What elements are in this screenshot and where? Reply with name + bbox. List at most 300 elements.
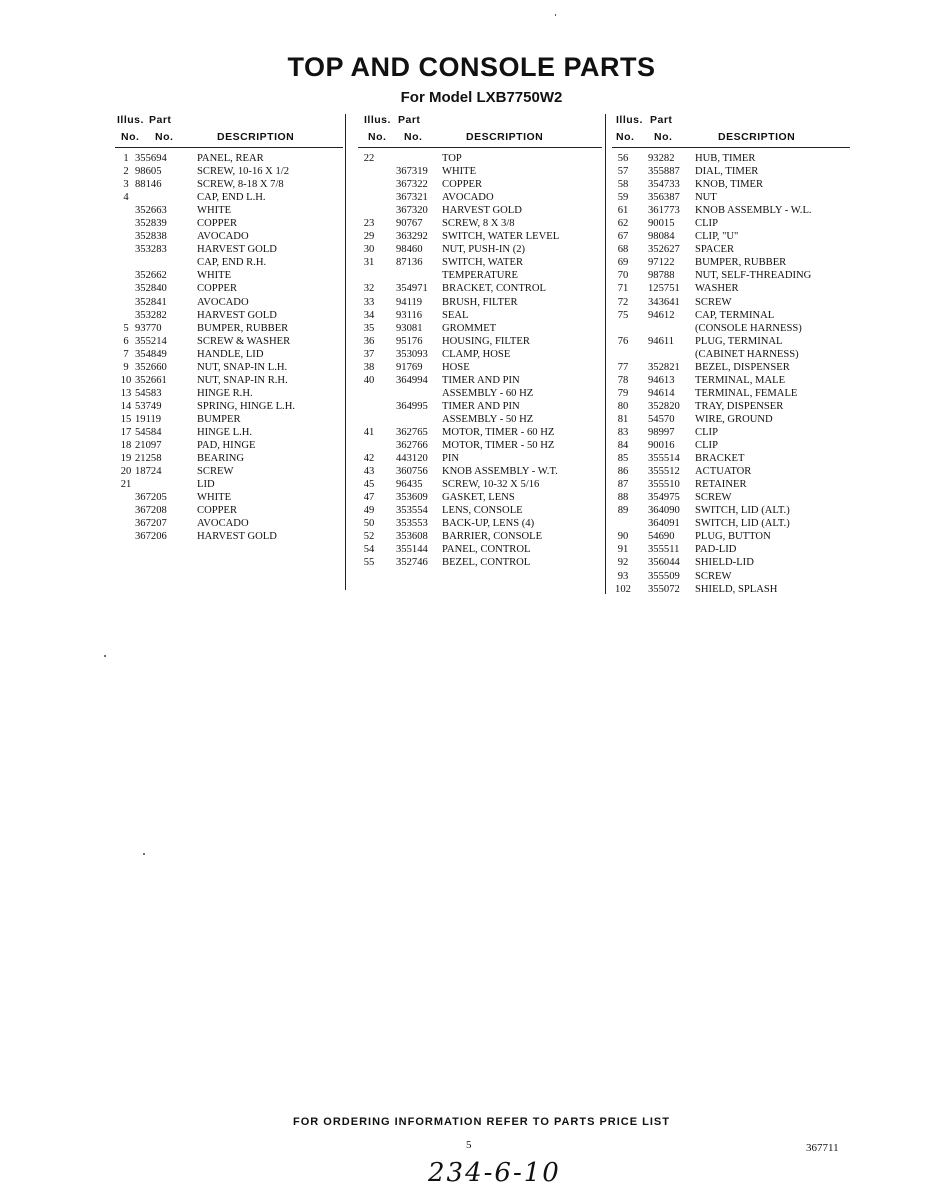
parts-row <box>612 556 850 569</box>
parts-row <box>358 309 602 322</box>
part-number: 352662 <box>135 270 167 282</box>
illus-number: 86 <box>617 466 629 478</box>
illus-number: 61 <box>617 205 629 217</box>
column-divider <box>345 114 346 590</box>
illus-number: 41 <box>363 426 375 438</box>
parts-row <box>612 439 850 452</box>
part-number: 21258 <box>135 453 162 465</box>
part-number: 54570 <box>648 413 675 425</box>
parts-row <box>358 530 602 543</box>
part-description: CAP, END L.H. <box>197 192 266 204</box>
part-description: BRACKET <box>695 453 745 465</box>
parts-row <box>358 387 602 400</box>
part-number: 355512 <box>648 466 680 478</box>
part-description: NUT, SNAP-IN R.H. <box>197 374 288 386</box>
parts-row <box>358 452 602 465</box>
part-description: SWITCH, WATER <box>442 257 524 269</box>
part-description: (CABINET HARNESS) <box>695 348 799 360</box>
illus-number: 84 <box>617 440 629 452</box>
part-number: 355510 <box>648 479 680 491</box>
part-description: SHIELD, SPLASH <box>695 583 778 595</box>
part-description: HARVEST GOLD <box>197 244 277 256</box>
part-description: MOTOR, TIMER - 50 HZ <box>442 440 555 452</box>
parts-row <box>612 204 850 217</box>
part-description: PANEL, REAR <box>197 153 264 164</box>
part-description: KNOB, TIMER <box>695 179 764 191</box>
part-number: 54690 <box>648 531 675 543</box>
part-number: 352627 <box>648 244 680 256</box>
parts-row <box>115 465 343 478</box>
parts-row <box>358 296 602 309</box>
part-description: SCREW & WASHER <box>197 335 291 347</box>
parts-row <box>358 517 602 530</box>
parts-row <box>115 413 343 426</box>
parts-row <box>612 230 850 243</box>
illus-number: 69 <box>617 257 629 269</box>
parts-row <box>358 230 602 243</box>
part-description: LID <box>197 479 215 491</box>
part-description: TRAY, DISPENSER <box>695 400 784 412</box>
illus-number: 23 <box>363 218 375 230</box>
part-number: 93282 <box>648 153 675 164</box>
column-header <box>358 114 602 148</box>
parts-row <box>358 361 602 374</box>
part-number: 343641 <box>648 296 680 308</box>
part-description: TIMER AND PIN <box>442 374 520 386</box>
parts-row <box>612 269 850 282</box>
illus-number: 45 <box>363 479 375 491</box>
illus-number: 38 <box>363 361 375 373</box>
parts-row <box>115 491 343 504</box>
part-description: RETAINER <box>695 479 747 491</box>
illus-number: 34 <box>363 309 375 321</box>
part-number: 54584 <box>135 426 162 438</box>
part-description: CLIP <box>695 426 718 438</box>
part-number: 87136 <box>396 257 423 269</box>
parts-row <box>358 491 602 504</box>
parts-row <box>115 152 343 165</box>
header-illus-no: No. <box>368 131 387 143</box>
part-description: DIAL, TIMER <box>695 166 759 178</box>
part-description: WHITE <box>197 492 232 504</box>
part-description: HOUSING, FILTER <box>442 335 530 347</box>
part-description: SCREW, 10-32 X 5/16 <box>442 479 540 491</box>
parts-row <box>115 204 343 217</box>
part-description: SCREW, 8 X 3/8 <box>442 218 515 230</box>
part-number: 353554 <box>396 505 428 517</box>
part-description: CAP, TERMINAL <box>695 309 775 321</box>
part-number: 353093 <box>396 348 428 360</box>
part-description: TOP <box>442 153 462 164</box>
part-number: 18724 <box>135 466 162 478</box>
part-description: PLUG, BUTTON <box>695 531 771 543</box>
part-description: SCREW, 8-18 X 7/8 <box>197 179 284 191</box>
part-description: AVOCADO <box>197 518 249 530</box>
part-number: 352838 <box>135 231 167 243</box>
part-description: HARVEST GOLD <box>197 309 277 321</box>
illus-number: 54 <box>363 544 375 556</box>
part-number: 98997 <box>648 426 675 438</box>
parts-row <box>115 296 343 309</box>
parts-row <box>115 335 343 348</box>
part-description: NUT, SELF-THREADING <box>695 270 812 282</box>
illus-number: 50 <box>363 518 375 530</box>
part-number: 443120 <box>396 453 428 465</box>
illus-number: 75 <box>617 309 629 321</box>
part-number: 90015 <box>648 218 675 230</box>
part-description: CLIP <box>695 218 718 230</box>
illus-number: 35 <box>363 322 375 334</box>
part-number: 362765 <box>396 426 428 438</box>
part-number: 355072 <box>648 583 680 595</box>
part-description: KNOB ASSEMBLY - W.T. <box>442 466 558 478</box>
part-description: WHITE <box>197 270 232 282</box>
part-description: TIMER AND PIN <box>442 400 520 412</box>
part-number: 367207 <box>135 518 167 530</box>
part-description: SWITCH, WATER LEVEL <box>442 231 560 243</box>
parts-row <box>612 296 850 309</box>
illus-number: 7 <box>123 348 129 360</box>
part-description: WASHER <box>695 283 739 295</box>
column-header <box>115 114 343 148</box>
parts-row <box>115 478 343 491</box>
parts-row <box>612 491 850 504</box>
illus-number: 59 <box>617 192 629 204</box>
part-number: 93081 <box>396 322 423 334</box>
header-part: Part <box>398 114 421 126</box>
parts-row <box>358 413 602 426</box>
parts-row <box>115 530 343 543</box>
part-number: 21097 <box>135 440 162 452</box>
part-number: 93116 <box>396 309 423 321</box>
parts-row <box>612 243 850 256</box>
parts-row <box>612 256 850 269</box>
illus-number: 78 <box>617 374 629 386</box>
part-description: GASKET, LENS <box>442 492 515 504</box>
parts-row <box>612 152 850 165</box>
part-number: 355514 <box>648 453 680 465</box>
illus-number: 43 <box>363 466 375 478</box>
parts-row <box>358 165 602 178</box>
part-number: 367322 <box>396 179 428 191</box>
part-number: 364995 <box>396 400 428 412</box>
part-description: SPRING, HINGE L.H. <box>197 400 295 412</box>
page-title: TOP AND CONSOLE PARTS <box>287 52 656 82</box>
parts-row <box>358 504 602 517</box>
part-description: ASSEMBLY - 50 HZ <box>442 413 534 425</box>
parts-row <box>612 309 850 322</box>
header-illus-no: No. <box>616 131 635 143</box>
part-number: 355511 <box>648 544 680 556</box>
part-number: 367206 <box>135 531 167 543</box>
part-description: SCREW <box>695 492 732 504</box>
parts-row <box>358 256 602 269</box>
part-description: SHIELD-LID <box>695 557 754 569</box>
parts-rows <box>358 148 602 570</box>
part-number: 363292 <box>396 231 428 243</box>
part-description: BEARING <box>197 453 245 465</box>
part-number: 97122 <box>648 257 675 269</box>
parts-row <box>115 452 343 465</box>
part-description: SCREW <box>695 570 732 582</box>
parts-row <box>612 570 850 583</box>
parts-row <box>612 322 850 335</box>
illus-number: 93 <box>617 570 629 582</box>
part-number: 98605 <box>135 166 162 178</box>
part-number: 355887 <box>648 166 680 178</box>
header-part: Part <box>650 114 673 126</box>
part-number: 352660 <box>135 361 167 373</box>
part-description: BEZEL, CONTROL <box>442 557 531 569</box>
header-part-no: No. <box>404 131 423 143</box>
illus-number: 87 <box>617 479 629 491</box>
illus-number: 90 <box>617 531 629 543</box>
illus-number: 3 <box>123 179 129 191</box>
part-number: 352839 <box>135 218 167 230</box>
part-description: HARVEST GOLD <box>442 205 522 217</box>
part-description: SWITCH, LID (ALT.) <box>695 518 790 530</box>
parts-row <box>358 322 602 335</box>
part-number: 367205 <box>135 492 167 504</box>
part-description: COPPER <box>197 505 238 517</box>
part-number: 98460 <box>396 244 423 256</box>
part-description: COPPER <box>197 218 238 230</box>
part-description: PAD, HINGE <box>197 440 256 452</box>
part-number: 354975 <box>648 492 680 504</box>
part-description: WHITE <box>197 205 232 217</box>
illus-number: 71 <box>617 283 629 295</box>
part-description: BUMPER, RUBBER <box>197 322 289 334</box>
parts-row <box>612 387 850 400</box>
illus-number: 2 <box>123 166 129 178</box>
parts-row <box>115 361 343 374</box>
scan-speck <box>143 853 145 855</box>
part-number: 91769 <box>396 361 423 373</box>
part-description: CAP, END R.H. <box>197 257 267 269</box>
illus-number: 70 <box>617 270 629 282</box>
part-description: PLUG, TERMINAL <box>695 335 783 347</box>
part-description: (CONSOLE HARNESS) <box>695 322 802 334</box>
part-description: BUMPER, RUBBER <box>695 257 787 269</box>
part-description: NUT, PUSH-IN (2) <box>442 244 526 256</box>
illus-number: 57 <box>617 166 629 178</box>
illus-number: 72 <box>617 296 629 308</box>
part-description: SCREW <box>197 466 234 478</box>
parts-row <box>358 269 602 282</box>
part-description: CLAMP, HOSE <box>442 348 511 360</box>
illus-number: 4 <box>123 192 129 204</box>
parts-row <box>358 556 602 569</box>
parts-row <box>612 504 850 517</box>
illus-number: 91 <box>617 544 629 556</box>
part-description: BARRIER, CONSOLE <box>442 531 543 543</box>
parts-row <box>115 439 343 452</box>
part-description: SPACER <box>695 244 735 256</box>
part-description: KNOB ASSEMBLY - W.L. <box>695 205 812 217</box>
parts-row <box>612 530 850 543</box>
part-description: CLIP <box>695 440 718 452</box>
parts-rows <box>612 148 850 596</box>
part-description: BRUSH, FILTER <box>442 296 518 308</box>
part-description: PIN <box>442 453 460 465</box>
parts-rows <box>115 148 343 543</box>
part-number: 362766 <box>396 440 428 452</box>
part-description: HOSE <box>442 361 470 373</box>
scan-speck <box>104 655 106 657</box>
part-description: MOTOR, TIMER - 60 HZ <box>442 426 555 438</box>
parts-row <box>612 413 850 426</box>
part-number: 93770 <box>135 322 162 334</box>
part-description: HINGE R.H. <box>197 387 253 399</box>
illus-number: 33 <box>363 296 375 308</box>
part-description: TEMPERATURE <box>442 270 518 282</box>
part-description: NUT, SNAP-IN L.H. <box>197 361 288 373</box>
illus-number: 1 <box>123 153 129 164</box>
header-description: DESCRIPTION <box>217 131 295 143</box>
parts-row <box>115 504 343 517</box>
part-description: COPPER <box>197 283 238 295</box>
parts-row <box>358 178 602 191</box>
part-number: 90016 <box>648 440 675 452</box>
part-number: 94612 <box>648 309 675 321</box>
part-number: 355509 <box>648 570 680 582</box>
part-number: 98084 <box>648 231 675 243</box>
parts-row <box>115 387 343 400</box>
illus-number: 92 <box>617 557 629 569</box>
header-description: DESCRIPTION <box>466 131 544 143</box>
parts-row <box>612 426 850 439</box>
header-illus-no: No. <box>121 131 140 143</box>
part-description: SCREW, 10-16 X 1/2 <box>197 166 290 178</box>
illus-number: 14 <box>120 400 132 412</box>
part-number: 94613 <box>648 374 675 386</box>
header-illus: Illus. <box>616 114 643 126</box>
document-number: 367711 <box>806 1142 839 1154</box>
parts-row <box>115 282 343 295</box>
illus-number: 56 <box>617 153 629 164</box>
illus-number: 17 <box>120 426 132 438</box>
illus-number: 30 <box>363 244 375 256</box>
part-description: BRACKET, CONTROL <box>442 283 546 295</box>
illus-number: 62 <box>617 218 629 230</box>
part-description: NUT <box>695 192 717 204</box>
part-description: AVOCADO <box>197 231 249 243</box>
part-number: 364090 <box>648 505 680 517</box>
illus-number: 42 <box>363 453 375 465</box>
parts-row <box>612 165 850 178</box>
parts-row <box>358 348 602 361</box>
illus-number: 29 <box>363 231 375 243</box>
parts-column-3 <box>612 114 850 596</box>
part-description: AVOCADO <box>442 192 494 204</box>
part-description: HINGE L.H. <box>197 426 253 438</box>
part-description: CLIP, "U" <box>695 231 739 243</box>
parts-row <box>358 478 602 491</box>
illus-number: 31 <box>363 257 375 269</box>
parts-row <box>358 374 602 387</box>
part-number: 352840 <box>135 283 167 295</box>
parts-row <box>612 374 850 387</box>
parts-row <box>115 230 343 243</box>
part-description: PAD-LID <box>695 544 737 556</box>
parts-row <box>358 543 602 556</box>
header-illus: Illus. <box>364 114 391 126</box>
part-description: COPPER <box>442 179 483 191</box>
parts-row <box>612 217 850 230</box>
illus-number: 49 <box>363 505 375 517</box>
part-number: 356044 <box>648 557 680 569</box>
parts-row <box>115 243 343 256</box>
parts-row <box>612 478 850 491</box>
illus-number: 18 <box>120 440 132 452</box>
header-description: DESCRIPTION <box>718 131 796 143</box>
illus-number: 88 <box>617 492 629 504</box>
part-description: TERMINAL, FEMALE <box>695 387 798 399</box>
part-description: LENS, CONSOLE <box>442 505 523 517</box>
illus-number: 52 <box>363 531 375 543</box>
illus-number: 79 <box>617 387 629 399</box>
part-number: 354733 <box>648 179 680 191</box>
parts-row <box>612 465 850 478</box>
parts-row <box>358 243 602 256</box>
part-description: WIRE, GROUND <box>695 413 773 425</box>
part-number: 352661 <box>135 374 167 386</box>
part-number: 95176 <box>396 335 423 347</box>
header-part: Part <box>149 114 172 126</box>
part-number: 352821 <box>648 361 680 373</box>
part-description: HANDLE, LID <box>197 348 264 360</box>
part-number: 367208 <box>135 505 167 517</box>
part-description: SCREW <box>695 296 732 308</box>
parts-row <box>612 452 850 465</box>
illus-number: 81 <box>617 413 629 425</box>
illus-number: 102 <box>615 583 631 595</box>
part-number: 94614 <box>648 387 675 399</box>
scan-speck <box>555 14 556 16</box>
parts-row <box>612 361 850 374</box>
part-description: GROMMET <box>442 322 497 334</box>
parts-row <box>115 322 343 335</box>
parts-row <box>612 348 850 361</box>
parts-row <box>115 191 343 204</box>
parts-row <box>115 256 343 269</box>
part-description: AVOCADO <box>197 296 249 308</box>
parts-row <box>358 465 602 478</box>
illus-number: 32 <box>363 283 375 295</box>
parts-row <box>358 191 602 204</box>
part-number: 352746 <box>396 557 428 569</box>
illus-number: 5 <box>123 322 129 334</box>
illus-number: 83 <box>617 426 629 438</box>
part-number: 353553 <box>396 518 428 530</box>
parts-row <box>358 282 602 295</box>
part-number: 353282 <box>135 309 167 321</box>
column-divider <box>605 114 606 594</box>
part-number: 353609 <box>396 492 428 504</box>
part-number: 98788 <box>648 270 675 282</box>
parts-row <box>612 517 850 530</box>
illus-number: 19 <box>120 453 132 465</box>
parts-row <box>115 309 343 322</box>
parts-row <box>115 374 343 387</box>
part-description: ACTUATOR <box>695 466 752 478</box>
header-part-no: No. <box>654 131 673 143</box>
illus-number: 40 <box>363 374 375 386</box>
part-number: 354849 <box>135 348 167 360</box>
part-number: 88146 <box>135 179 162 191</box>
part-number: 367319 <box>396 166 428 178</box>
part-description: SWITCH, LID (ALT.) <box>695 505 790 517</box>
